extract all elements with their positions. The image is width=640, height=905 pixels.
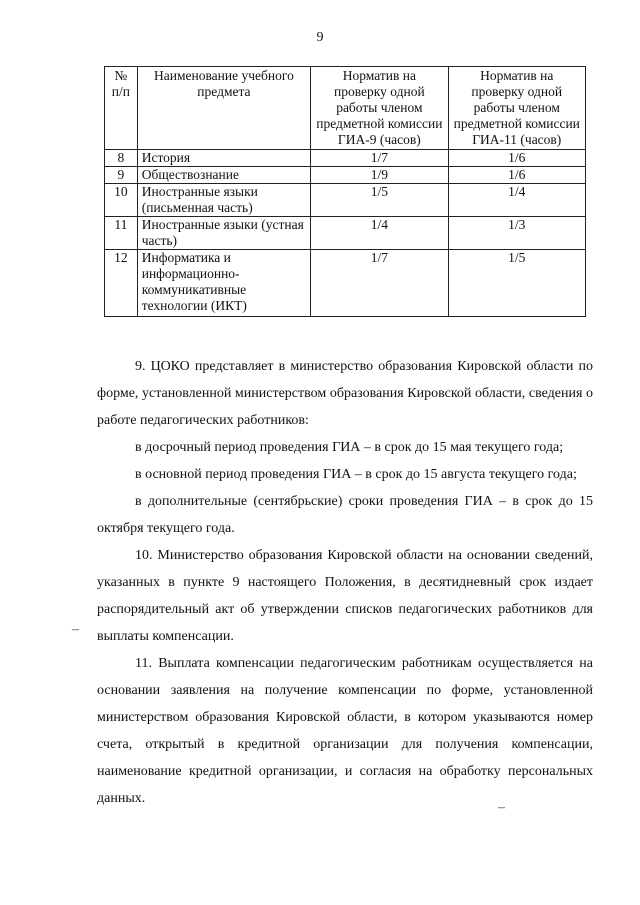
cell-norm-gia9: 1/5 bbox=[311, 184, 448, 217]
header-norm-gia9: Норматив на проверку одной работы членом предметной комиссии ГИА-9 (часов) bbox=[311, 67, 448, 150]
cell-subject: Иностранные языки (устная часть) bbox=[137, 217, 310, 250]
cell-subject: Иностранные языки (письменная часть) bbox=[137, 184, 310, 217]
paragraph-9-early-period: в досрочный период проведения ГИА – в срок до 15 мая текущего года; bbox=[135, 440, 564, 455]
cell-num: 11 bbox=[105, 217, 138, 250]
cell-norm-gia11: 1/6 bbox=[448, 167, 585, 184]
cell-subject: История bbox=[137, 150, 310, 167]
table-header-row bbox=[105, 67, 586, 150]
page-number: 9 bbox=[316, 30, 324, 45]
margin-dash-mark: – bbox=[72, 622, 79, 637]
cell-norm-gia9: 1/4 bbox=[311, 217, 448, 250]
cell-norm-gia9: 1/7 bbox=[311, 150, 448, 167]
cell-norm-gia9: 1/7 bbox=[311, 250, 448, 317]
cell-norm-gia9: 1/9 bbox=[311, 167, 448, 184]
cell-subject: Обществознание bbox=[137, 167, 310, 184]
cell-norm-gia11: 1/3 bbox=[448, 217, 585, 250]
paragraph-9-additional-period: в дополнительные (сентябрьские) сроки проведения ГИА – в срок до 15 октября текущего года. bbox=[97, 494, 593, 536]
header-subject: Наименование учебного предмета bbox=[137, 67, 310, 150]
norms-table bbox=[104, 66, 586, 317]
paragraph-10: 10. Министерство образования Кировской области на основании сведений, указанных в пункте 9 настоящего Положения, в десятидневный срок издает распорядительный акт об утверждении списков педагогических работников для выплаты компенсации. bbox=[97, 548, 593, 644]
stray-dash-mark: – bbox=[498, 800, 505, 815]
document-body bbox=[97, 353, 593, 812]
cell-norm-gia11: 1/5 bbox=[448, 250, 585, 317]
table-row bbox=[105, 167, 586, 184]
header-num: № п/п bbox=[105, 67, 138, 150]
cell-num: 8 bbox=[105, 150, 138, 167]
table-row bbox=[105, 184, 586, 217]
paragraph-11: 11. Выплата компенсации педагогическим работникам осуществляется на основании заявления на получение компенсации по форме, установленной министерством образования Кировской области, в котором указываются номер счета, открытый в кредитной организации для получения компенсации, наименование кредитной организации, и согласия на обработку персональных данных. bbox=[97, 656, 593, 806]
cell-num: 12 bbox=[105, 250, 138, 317]
table-row bbox=[105, 217, 586, 250]
cell-norm-gia11: 1/4 bbox=[448, 184, 585, 217]
header-norm-gia11: Норматив на проверку одной работы членом предметной комиссии ГИА-11 (часов) bbox=[448, 67, 585, 150]
cell-norm-gia11: 1/6 bbox=[448, 150, 585, 167]
paragraph-9: 9. ЦОКО представляет в министерство образования Кировской области по форме, установленной министерством образования Кировской области, сведения о работе педагогических работников: bbox=[97, 359, 593, 428]
table-row bbox=[105, 250, 586, 317]
cell-num: 10 bbox=[105, 184, 138, 217]
cell-num: 9 bbox=[105, 167, 138, 184]
table-row bbox=[105, 150, 586, 167]
cell-subject: Информатика и информационно-коммуникативные технологии (ИКТ) bbox=[137, 250, 310, 317]
paragraph-9-main-period: в основной период проведения ГИА – в срок до 15 августа текущего года; bbox=[135, 467, 577, 482]
